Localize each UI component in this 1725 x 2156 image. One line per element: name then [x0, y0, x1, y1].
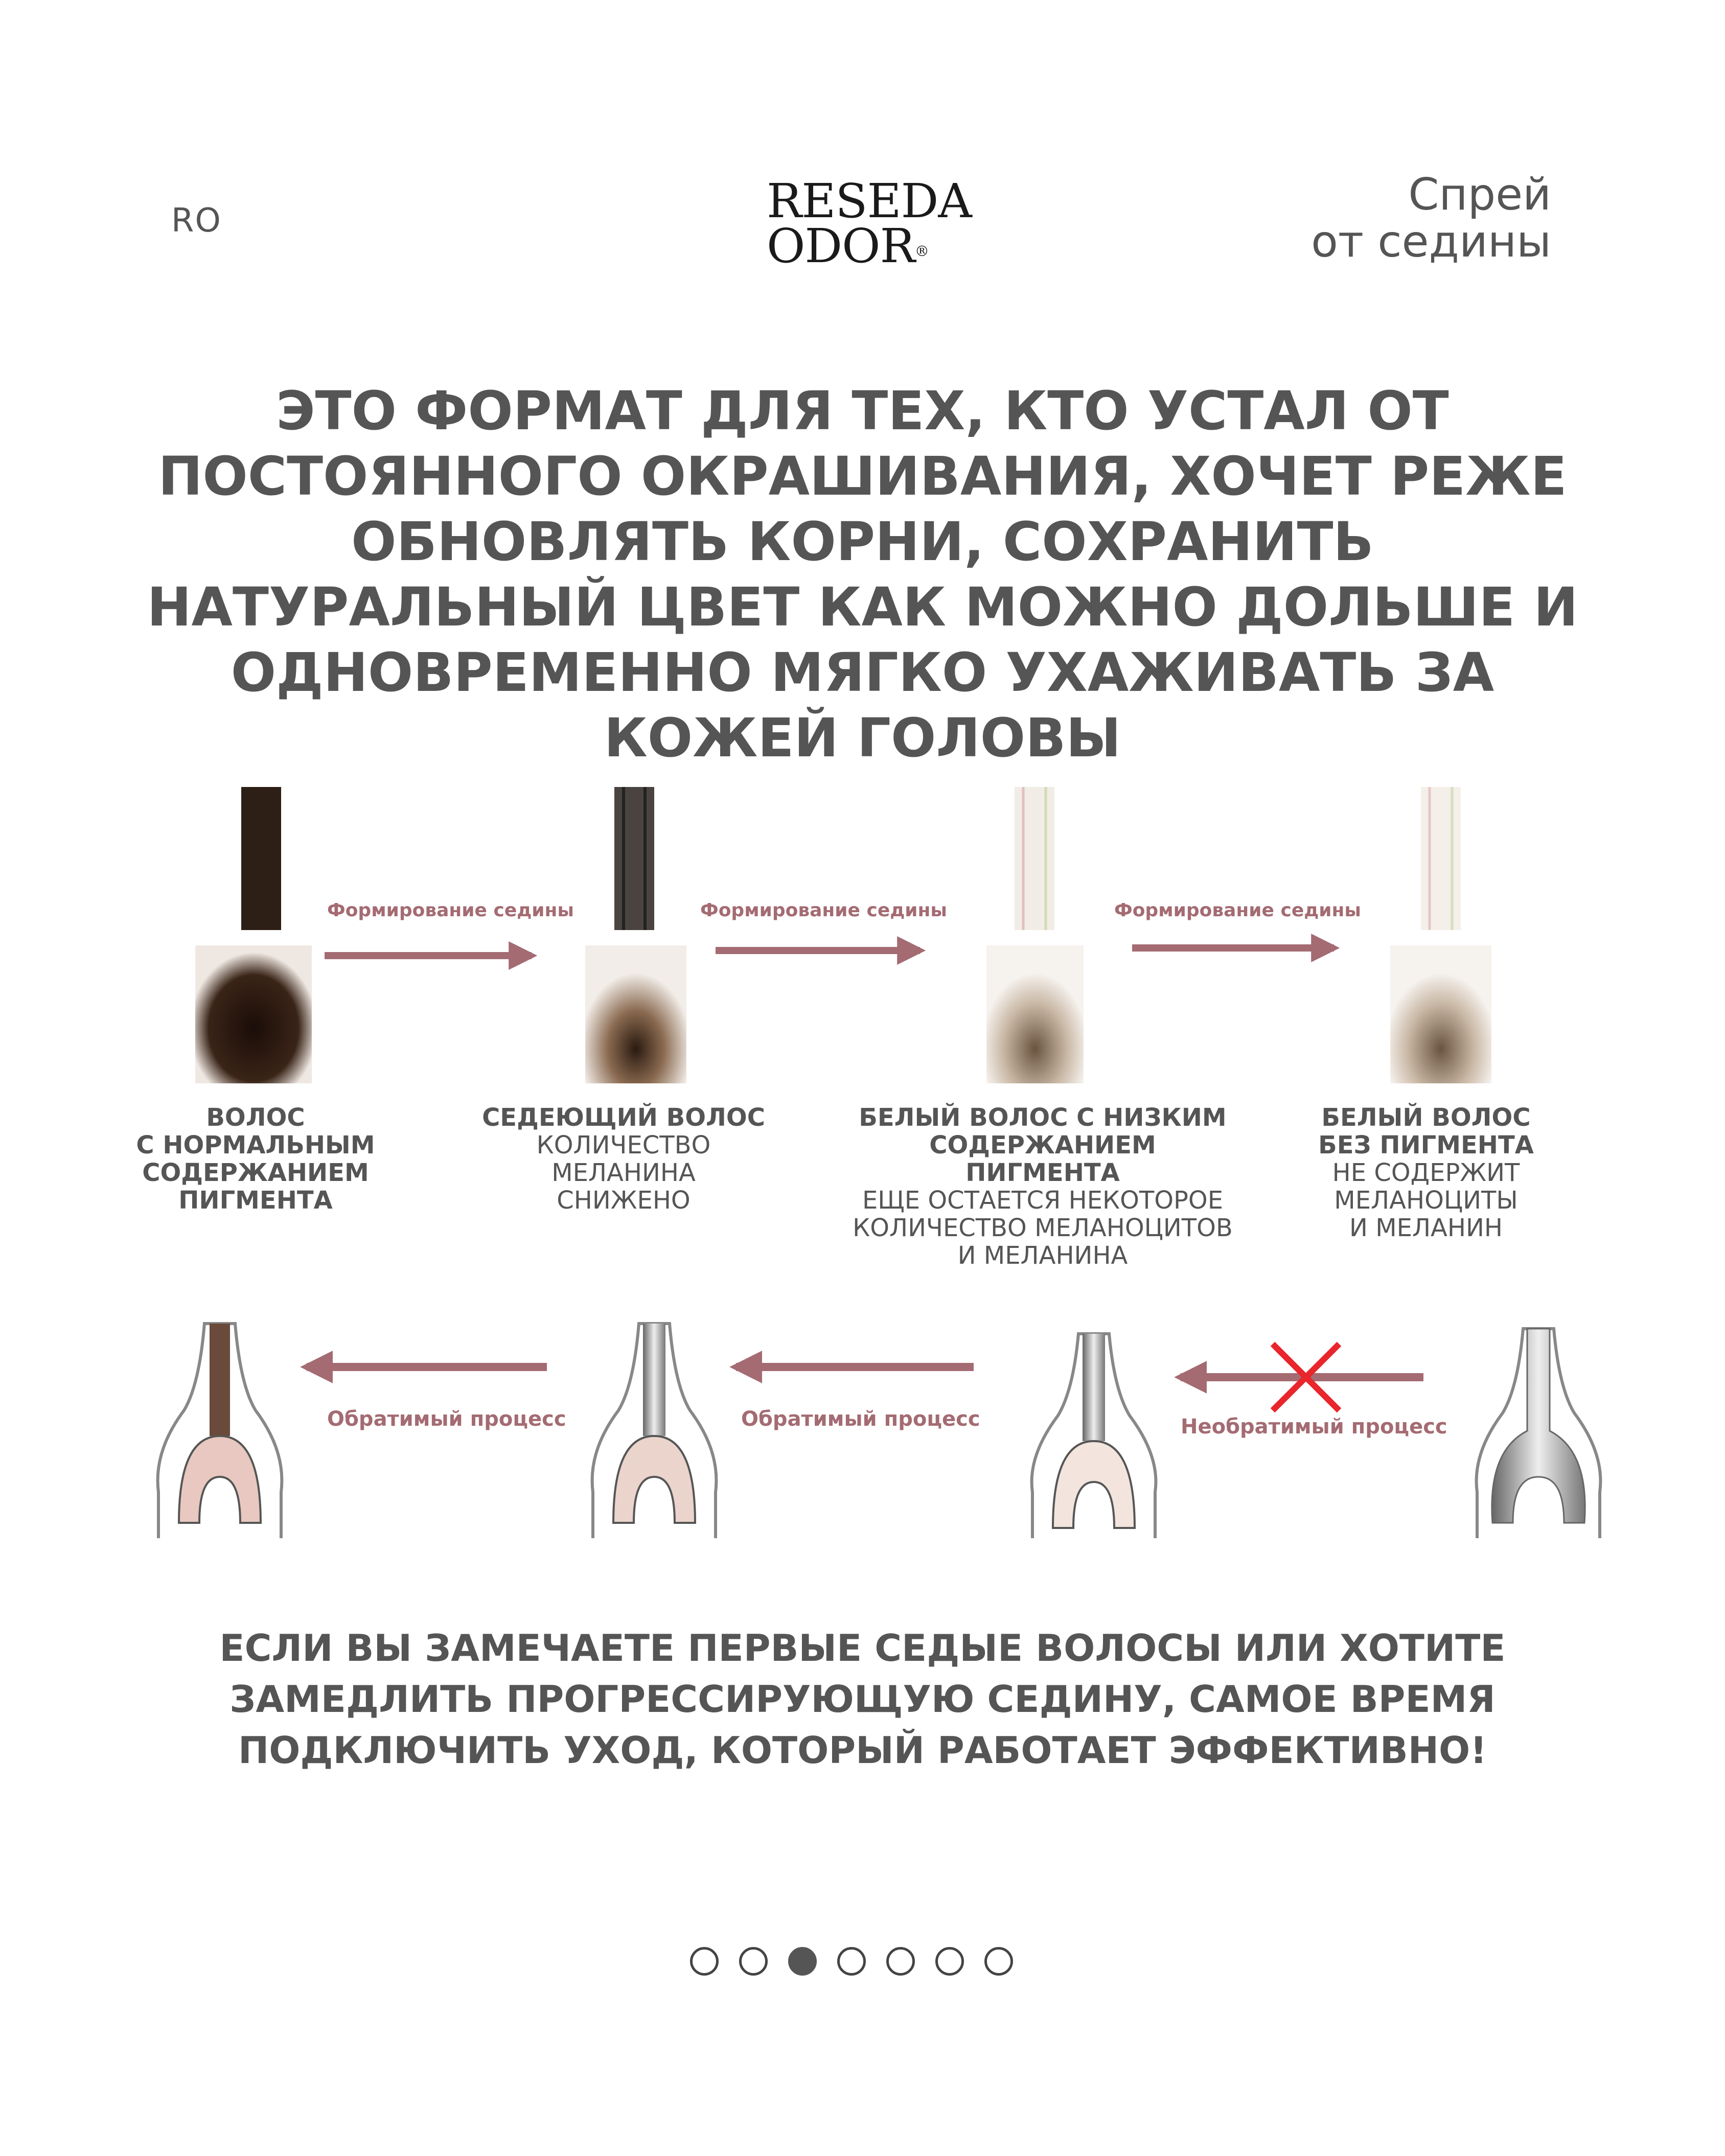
stage-label-4: БЕЛЫЙ ВОЛОС БЕЗ ПИГМЕНТА НЕ СОДЕРЖИТ МЕЛАНОЦИТЫ И МЕЛАНИН	[1318, 1103, 1534, 1242]
follicle-4	[1477, 1329, 1601, 1538]
headline: ЭТО ФОРМАТ ДЛЯ ТЕХ, КТО УСТАЛ ОТ ПОСТОЯННОГО ОКРАШИВАНИЯ, ХОЧЕТ РЕЖЕ ОБНОВЛЯТЬ КОРНИ, СОХРАНИТЬ НАТУРАЛЬНЫЙ ЦВЕТ КАК МОЖНО ДОЛЬШЕ И ОДНОВРЕМЕННО МЯГКО УХАЖИВАТЬ ЗА КОЖЕЙ ГОЛОВЫ	[147, 380, 1578, 769]
hair-bulb-3	[986, 945, 1084, 1083]
language-switch[interactable]: RO	[171, 202, 222, 240]
hair-shaft-3	[1015, 787, 1054, 930]
footer-line-1: ЕСЛИ ВЫ ЗАМЕЧАЕТЕ ПЕРВЫЕ СЕДЫЕ ВОЛОСЫ ИЛИ ХОТИТЕ	[219, 1627, 1506, 1670]
logo-line1: RESEDA	[767, 174, 972, 228]
follicle-2	[592, 1324, 717, 1538]
pagination-dot-3-active[interactable]	[788, 1947, 817, 1976]
top-arrow-label-2: Формирование седины	[700, 900, 947, 921]
product-title-line1: Спрей	[1408, 169, 1551, 220]
pagination-dot-4[interactable]	[837, 1947, 866, 1976]
product-title	[1311, 171, 1551, 265]
footer-line-2: ЗАМЕДЛИТЬ ПРОГРЕССИРУЮЩУЮ СЕДИНУ, САМОЕ ВРЕМЯ	[229, 1678, 1496, 1721]
stage-label-1: ВОЛОС С НОРМАЛЬНЫМ СОДЕРЖАНИЕМ ПИГМЕНТА	[136, 1103, 375, 1215]
bottom-arrow-label-3: Необратимый процесс	[1181, 1415, 1447, 1439]
hair-bulb-4	[1390, 945, 1491, 1083]
top-arrow-label-3: Формирование седины	[1114, 900, 1361, 921]
bottom-arrow-label-2: Обратимый процесс	[741, 1407, 980, 1431]
stage-label-3: БЕЛЫЙ ВОЛОС С НИЗКИМ СОДЕРЖАНИЕМ ПИГМЕНТА ЕЩЕ ОСТАЕТСЯ НЕКОТОРОЕ КОЛИЧЕСТВО МЕЛАНОЦИТОВ И МЕЛАНИНА	[853, 1103, 1233, 1270]
footer-line-3: ПОДКЛЮЧИТЬ УХОД, КОТОРЫЙ РАБОТАЕТ ЭФФЕКТИВНО!	[238, 1729, 1487, 1772]
hair-graying-diagram	[136, 782, 1610, 1559]
carousel-pagination	[690, 1947, 1013, 1976]
hair-shaft-1	[241, 787, 281, 930]
hair-shaft-2	[614, 787, 654, 930]
footer-text	[179, 1622, 1546, 1776]
hair-shaft-4	[1421, 787, 1461, 930]
hair-bulb-1	[195, 945, 312, 1083]
pagination-dot-5[interactable]	[886, 1947, 915, 1976]
product-title-line2: от седины	[1311, 216, 1551, 267]
top-arrow-label-1: Формирование седины	[327, 900, 574, 921]
follicle-3	[1032, 1334, 1156, 1538]
stage-label-2: СЕДЕЮЩИЙ ВОЛОС КОЛИЧЕСТВО МЕЛАНИНА СНИЖЕНО	[482, 1103, 765, 1215]
bottom-arrow-label-1: Обратимый процесс	[327, 1407, 566, 1431]
pagination-dot-2[interactable]	[739, 1947, 768, 1976]
brand-logo[interactable]	[767, 174, 972, 273]
pagination-dot-1[interactable]	[690, 1947, 719, 1976]
pagination-dot-6[interactable]	[935, 1947, 964, 1976]
hair-bulb-2	[585, 945, 686, 1083]
logo-line2: ODOR®	[767, 219, 929, 273]
pagination-dot-7[interactable]	[984, 1947, 1013, 1976]
follicle-1	[158, 1324, 282, 1538]
